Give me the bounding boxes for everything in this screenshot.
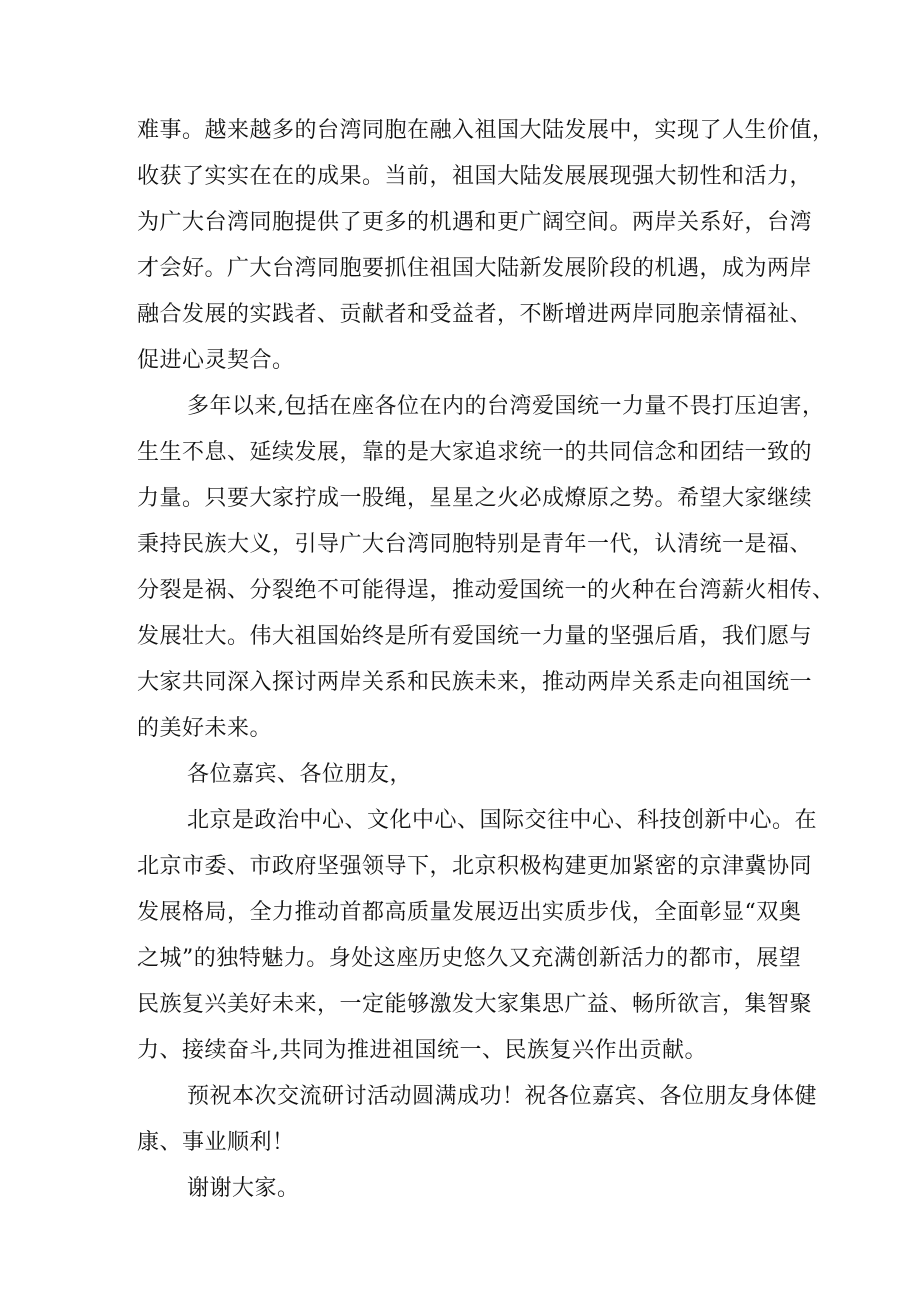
- paragraph-start-line: 多年以来,包括在座各位在内的台湾爱国统一力量不畏打压迫害，: [187, 394, 825, 419]
- closing-line: 谢谢大家。: [187, 1176, 300, 1201]
- text-line: 力量。只要大家拧成一股绳，星星之火必成燎原之势。希望大家继续: [137, 486, 813, 511]
- text-line: 发展格局，全力推动首都高质量发展迈出实质步伐，全面彰显“双奥: [137, 900, 802, 925]
- text-line: 融合发展的实践者、贡献者和受益者，不断增进两岸同胞亲情福祉、: [137, 302, 813, 327]
- text-line: 发展壮大。伟大祖国始终是所有爱国统一力量的坚强后盾，我们愿与: [137, 624, 813, 649]
- paragraph-start-line: 预祝本次交流研讨活动圆满成功！祝各位嘉宾、各位朋友身体健: [187, 1084, 818, 1109]
- text-line: 之城”的独特魅力。身处这座历史悠久又充满创新活力的都市，展望: [137, 946, 802, 971]
- text-line: 秉持民族大义，引导广大台湾同胞特别是青年一代，认清统一是福、: [137, 532, 813, 557]
- text-line: 生生不息、延续发展，靠的是大家追求统一的共同信念和团结一致的: [137, 440, 813, 465]
- text-line: 难事。越来越多的台湾同胞在融入祖国大陆发展中，实现了人生价值，: [137, 118, 835, 143]
- text-line: 促进心灵契合。: [137, 348, 295, 373]
- paragraph-start-line: 北京是政治中心、文化中心、国际交往中心、科技创新中心。在: [187, 808, 818, 833]
- text-line: 收获了实实在在的成果。当前，祖国大陆发展展现强大韧性和活力，: [137, 164, 813, 189]
- text-line: 大家共同深入探讨两岸关系和民族未来，推动两岸关系走向祖国统一: [137, 670, 813, 695]
- text-line: 民族复兴美好未来，一定能够激发大家集思广益、畅所欲言，集智聚: [137, 992, 813, 1017]
- text-line: 北京市委、市政府坚强领导下，北京积极构建更加紧密的京津冀协同: [137, 854, 813, 879]
- salutation-line: 各位嘉宾、各位朋友，: [187, 762, 413, 787]
- text-line: 力、接续奋斗,共同为推进祖国统一、民族复兴作出贡献。: [137, 1038, 707, 1063]
- text-line: 康、事业顺利！: [137, 1130, 295, 1155]
- text-line: 的美好未来。: [137, 716, 273, 741]
- text-line: 分裂是祸、分裂绝不可能得逞，推动爱国统一的火种在台湾薪火相传、: [137, 578, 835, 603]
- text-line: 为广大台湾同胞提供了更多的机遇和更广阔空间。两岸关系好，台湾: [137, 210, 813, 235]
- text-line: 才会好。广大台湾同胞要抓住祖国大陆新发展阶段的机遇，成为两岸: [137, 256, 813, 281]
